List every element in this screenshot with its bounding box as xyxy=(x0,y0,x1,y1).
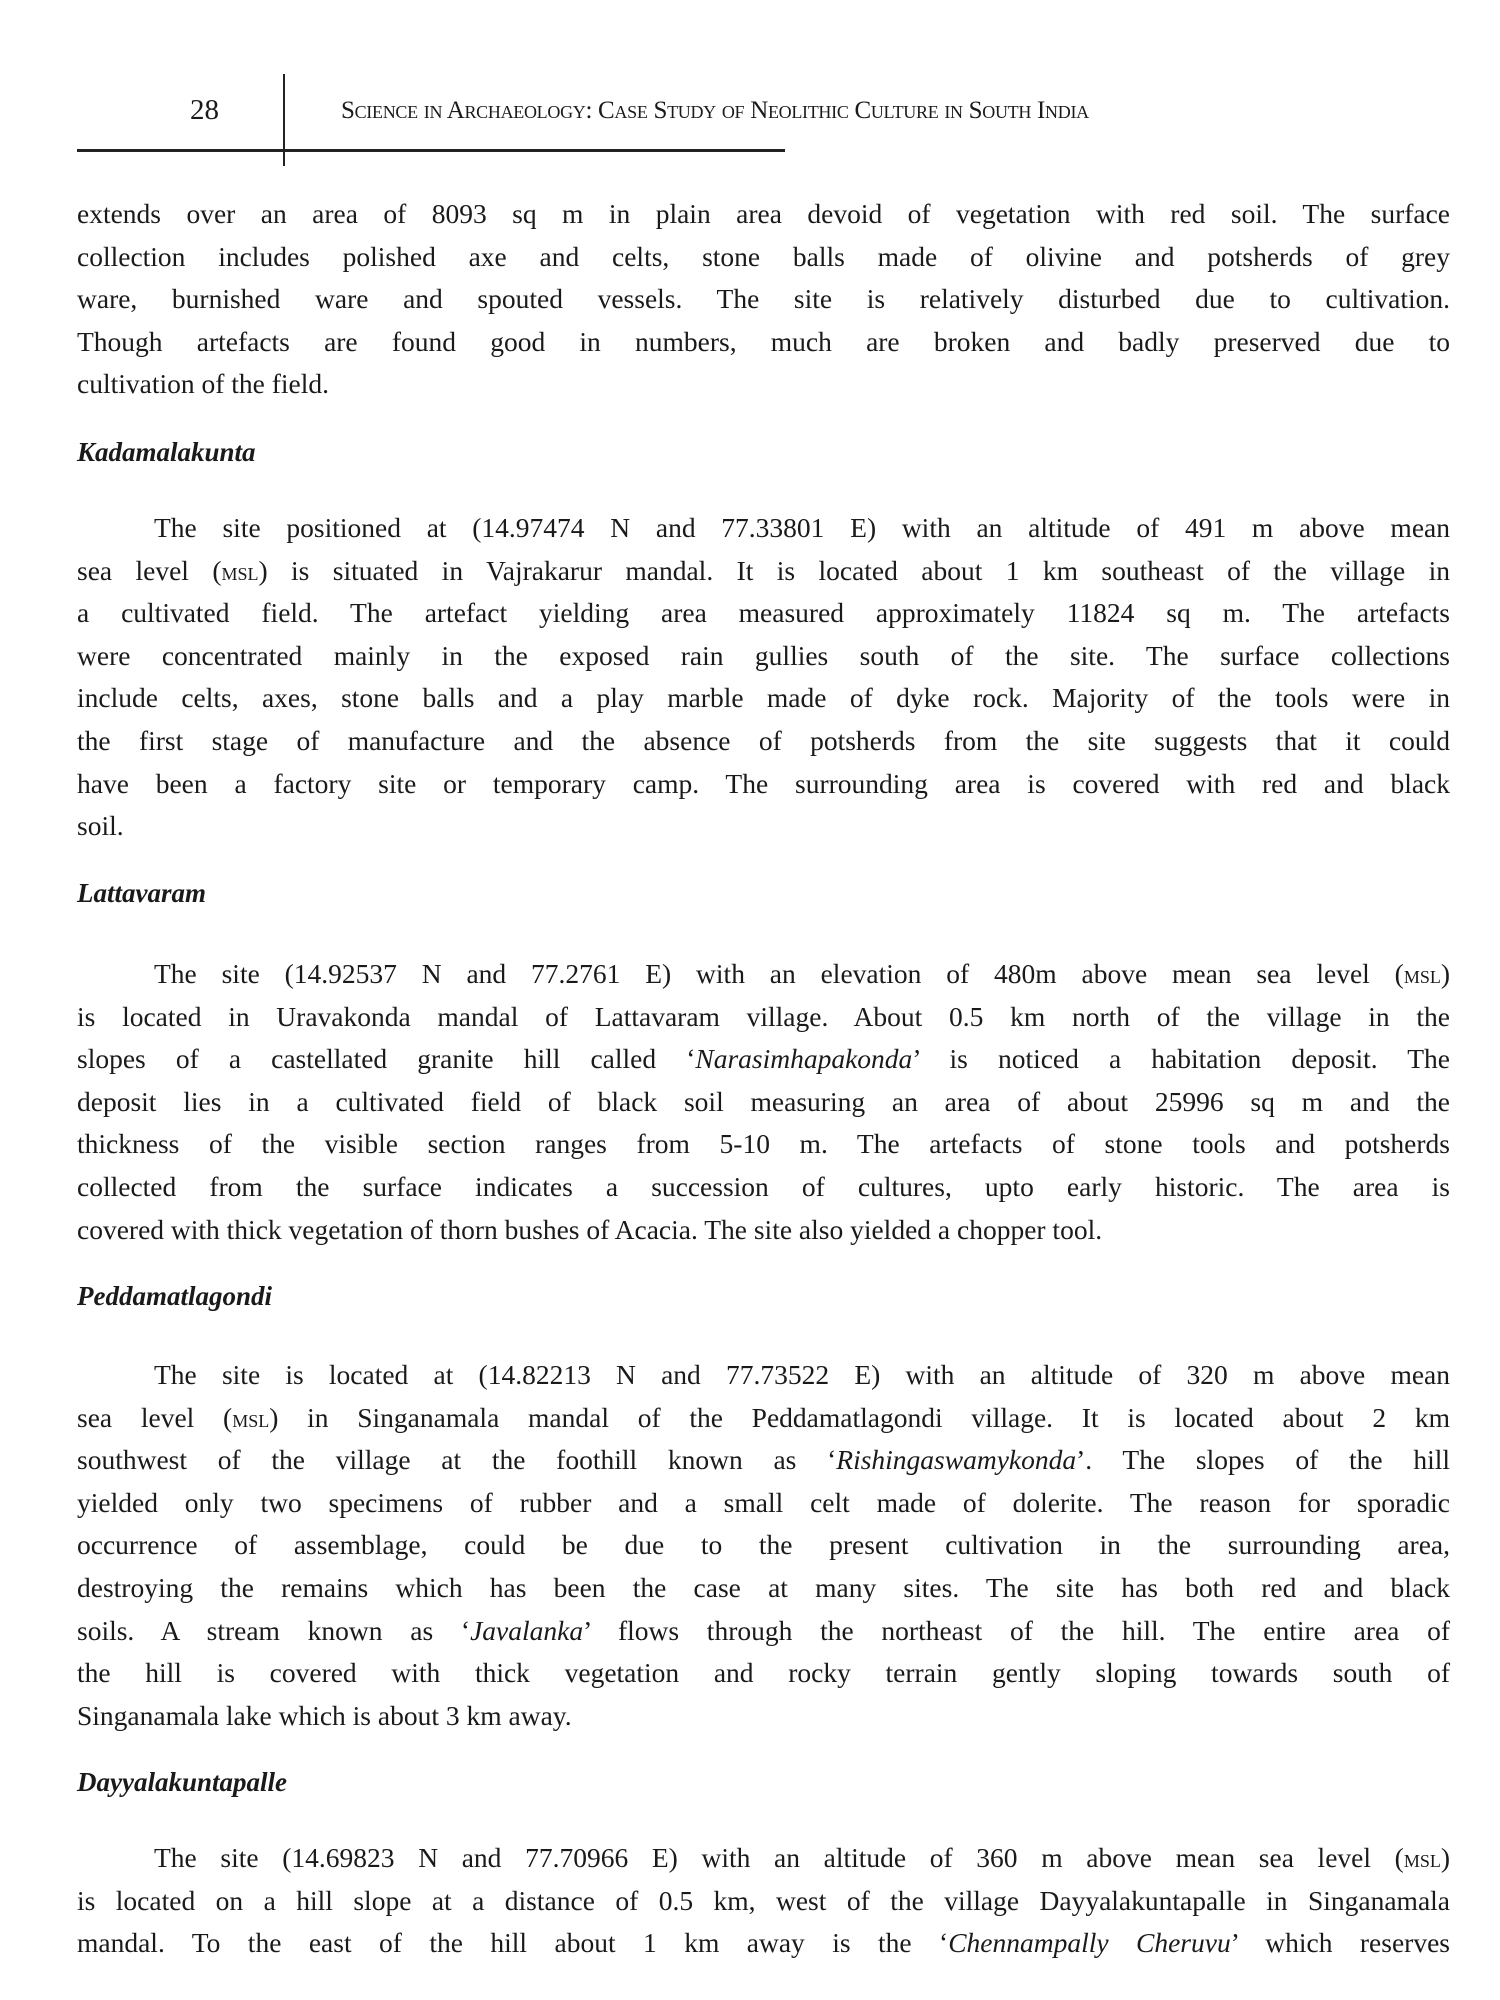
text-run: ) xyxy=(1440,958,1450,989)
text-run: ’. The slopes of the hill xyxy=(1076,1444,1450,1476)
text-run: southwest of the village at the foothill known as ‘ xyxy=(77,1444,837,1476)
header-rule xyxy=(77,149,785,152)
text-line xyxy=(77,550,1450,593)
italic-term: Rishingaswamykonda xyxy=(836,1444,1077,1476)
text-line xyxy=(77,763,1450,806)
abbreviation: msl xyxy=(1403,961,1441,989)
text-line xyxy=(77,1482,1450,1525)
running-title: Science in Archaeology: Case Study of Neolithic Culture in South India xyxy=(341,97,1089,124)
text-run: Though artefacts are found good in numbers, much are broken and badly preserved due to xyxy=(77,325,1450,357)
text-run: a cultivated field. The artefact yielding area measured approximately 11824 sq m. The artefacts xyxy=(77,597,1450,629)
text-run: yielded only two specimens of rubber and a small celt made of dolerite. The reason for sporadic xyxy=(77,1486,1450,1518)
italic-term: Javalanka xyxy=(470,1614,584,1646)
text-line xyxy=(77,1397,1450,1440)
paragraph xyxy=(77,1837,1450,1965)
text-run: ’ flows through the northeast of the hill. The entire area of xyxy=(583,1614,1450,1646)
text-line xyxy=(77,1524,1450,1567)
header-divider-vertical xyxy=(283,74,285,166)
text-line xyxy=(77,592,1450,635)
text-line xyxy=(77,996,1450,1039)
paragraph xyxy=(77,953,1450,1251)
text-line xyxy=(77,1123,1450,1166)
paragraph xyxy=(77,193,1450,406)
text-run: The site (14.69823 N and 77.70966 E) with an altitude of 360 m above mean sea level ( xyxy=(154,1842,1404,1873)
text-line xyxy=(77,1695,1450,1738)
text-run: is located on a hill slope at a distance of 0.5 km, west of the village Dayyalakuntapalle in Singanamala xyxy=(77,1884,1450,1916)
text-run: soil. xyxy=(77,810,124,842)
text-line xyxy=(77,236,1450,279)
text-run: collection includes polished axe and celts, stone balls made of olivine and potsherds of grey xyxy=(77,240,1450,272)
text-run: the hill is covered with thick vegetation and rocky terrain gently sloping towards south of xyxy=(77,1657,1450,1689)
text-run: is located in Uravakonda mandal of Lattavaram village. About 0.5 km north of the village in the xyxy=(77,1000,1450,1032)
text-run: ’ which reserves xyxy=(1230,1927,1450,1959)
text-run: sea level ( xyxy=(77,1401,233,1433)
section-heading: Peddamatlagondi xyxy=(77,1281,272,1311)
text-line xyxy=(77,321,1450,364)
text-run: have been a factory site or temporary camp. The surrounding area is covered with red and black xyxy=(77,767,1450,799)
text-run: include celts, axes, stone balls and a play marble made of dyke rock. Majority of the tools were in xyxy=(77,682,1450,714)
text-run: occurrence of assemblage, could be due to the present cultivation in the surrounding area, xyxy=(77,1529,1450,1561)
text-run: mandal. To the east of the hill about 1 km away is the ‘ xyxy=(77,1927,949,1959)
text-run: The site (14.92537 N and 77.2761 E) with an elevation of 480m above mean sea level ( xyxy=(154,958,1404,989)
section-heading: Kadamalakunta xyxy=(77,437,256,467)
text-run: extends over an area of 8093 sq m in plain area devoid of vegetation with red soil. The surface xyxy=(77,198,1450,229)
text-run: The site is located at (14.82213 N and 77.73522 E) with an altitude of 320 m above mean xyxy=(154,1359,1450,1390)
paragraph xyxy=(77,1354,1450,1737)
text-run: the first stage of manufacture and the absence of potsherds from the site suggests that it could xyxy=(77,724,1450,756)
section-heading: Dayyalakuntapalle xyxy=(77,1767,287,1797)
text-line xyxy=(77,1081,1450,1124)
text-run: ’ is noticed a habitation deposit. The xyxy=(912,1043,1450,1075)
text-line xyxy=(77,507,1450,550)
text-line xyxy=(77,1439,1450,1482)
text-run: ) is situated in Vajrakarur mandal. It is located about 1 km southeast of the village in xyxy=(258,554,1450,586)
text-line xyxy=(77,1354,1450,1397)
text-run: The site positioned at (14.97474 N and 77.33801 E) with an altitude of 491 m above mean xyxy=(154,512,1450,543)
text-line xyxy=(77,953,1450,996)
text-run: sea level ( xyxy=(77,554,222,586)
abbreviation: msl xyxy=(1403,1845,1441,1873)
text-line xyxy=(77,363,1450,406)
text-line xyxy=(77,1610,1450,1653)
text-run: destroying the remains which has been the case at many sites. The site has both red and black xyxy=(77,1571,1450,1603)
italic-term: Narasimhapakonda xyxy=(695,1043,913,1075)
text-run: ware, burnished ware and spouted vessels. The site is relatively disturbed due to cultivation. xyxy=(77,283,1450,315)
text-line xyxy=(77,805,1450,848)
text-line xyxy=(77,1567,1450,1610)
italic-term: Chennampally Cheruvu xyxy=(948,1927,1231,1959)
text-run: slopes of a castellated granite hill called ‘ xyxy=(77,1043,696,1075)
text-line xyxy=(77,1038,1450,1081)
text-line xyxy=(77,1652,1450,1695)
abbreviation: msl xyxy=(221,557,259,586)
page-number: 28 xyxy=(190,94,219,126)
text-run: ) in Singanamala mandal of the Peddamatlagondi village. It is located about 2 km xyxy=(269,1401,1451,1433)
text-line xyxy=(77,1880,1450,1923)
text-run: deposit lies in a cultivated field of black soil measuring an area of about 25996 sq m and the xyxy=(77,1085,1450,1117)
text-line xyxy=(77,1922,1450,1965)
text-run: thickness of the visible section ranges from 5-10 m. The artefacts of stone tools and potsherds xyxy=(77,1128,1450,1160)
text-run: cultivation of the field. xyxy=(77,368,330,400)
text-run: were concentrated mainly in the exposed rain gullies south of the site. The surface collections xyxy=(77,639,1450,671)
text-line xyxy=(77,278,1450,321)
text-run: ) xyxy=(1440,1842,1450,1873)
text-line xyxy=(77,1209,1450,1252)
abbreviation: msl xyxy=(232,1404,270,1433)
section-heading: Lattavaram xyxy=(77,878,206,908)
text-line xyxy=(77,1837,1450,1880)
text-line xyxy=(77,1166,1450,1209)
text-run: collected from the surface indicates a succession of cultures, upto early historic. The area is xyxy=(77,1170,1450,1202)
text-line xyxy=(77,193,1450,236)
text-line xyxy=(77,635,1450,678)
paragraph xyxy=(77,507,1450,848)
text-line xyxy=(77,677,1450,720)
text-line xyxy=(77,720,1450,763)
text-run: Singanamala lake which is about 3 km away. xyxy=(77,1699,572,1731)
text-run: covered with thick vegetation of thorn bushes of Acacia. The site also yielded a chopper tool. xyxy=(77,1213,1103,1245)
text-run: soils. A stream known as ‘ xyxy=(77,1614,471,1646)
